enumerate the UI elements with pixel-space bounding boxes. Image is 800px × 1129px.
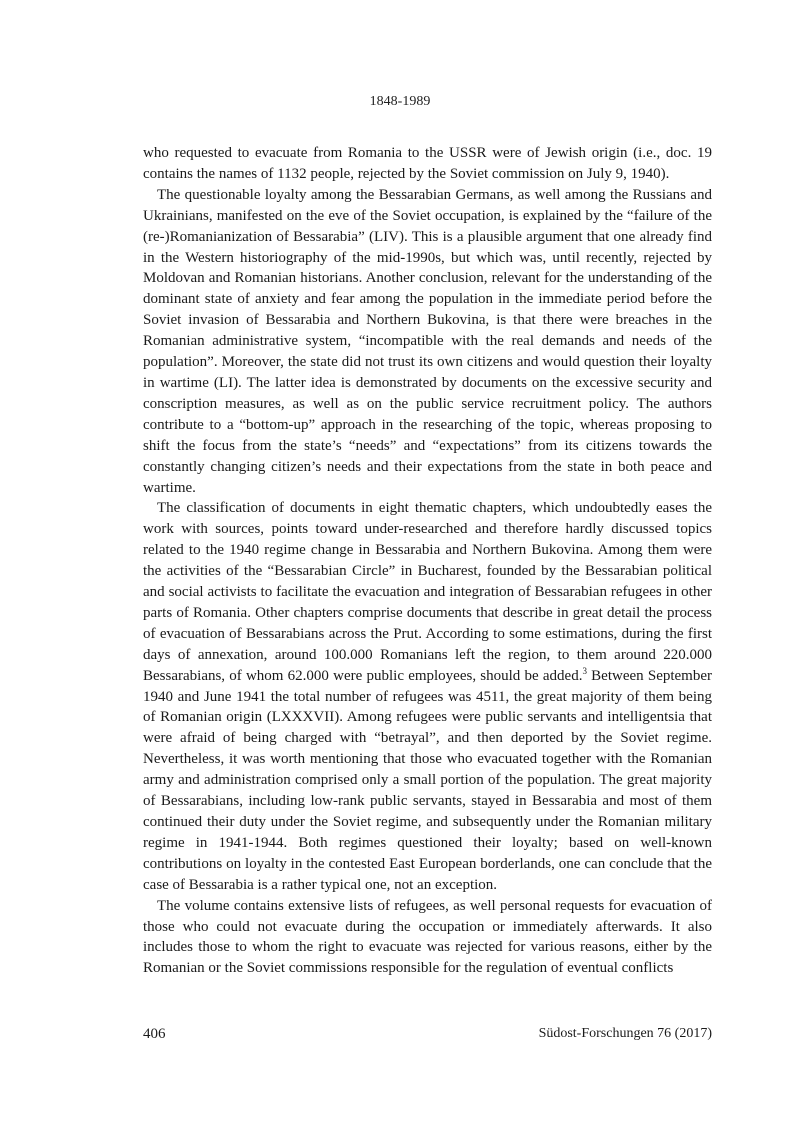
journal-citation: Südost-Forschungen 76 (2017) (538, 1026, 712, 1041)
page-number: 406 (143, 1026, 166, 1042)
paragraph (143, 498, 712, 895)
paragraph-text: The classification of documents in eight thematic chapters, which undoubtedly eases the work with sources, points toward under-researched and therefore hardly discussed topics related to the 1940 regime change in Bessarabia and Northern Bukovina. Among them were the activities of the “Bessarabian Circle” in Bucharest, founded by the Bessarabian political and social activists to facilitate the evacuation and integration of Bessarabian refugees in other parts of Romania. Other chapters comprise documents that describe in great detail the process of evacuation of Bessarabians across the Prut. According to some estimations, during the first days of annexation, around 100.000 Romanians left the region, to them around 220.000 Bessarabians, of whom 62.000 were public employees, should be added. (143, 500, 712, 684)
footnote-reference[interactable]: 3 (582, 665, 587, 676)
body-text (143, 143, 712, 979)
paragraph-text: Between September 1940 and June 1941 the total number of refugees was 4511, the great majority of them being of Romanian origin (LXXXVII). Among refugees were public servants and intelligentsia that were afraid of being charged with “betrayal”, and then deported by the Soviet regime. Nevertheless, it was worth mentioning that those who evacuated together with the Romanian army and administration comprised only a small portion of the population. The great majority of Bessarabians, including low-rank public servants, stayed in Bessarabia and most of them continued their duty under the Soviet regime, and subsequently under the Romanian military regime in 1941-1944. Both regimes questioned their loyalty; based on well-known contributions on loyalty in the contested East European borderlands, one can conclude that the case of Bessarabia is a rather typical one, not an exception. (143, 667, 712, 893)
paragraph: The questionable loyalty among the Bessarabian Germans, as well among the Russians and Ukrainians, manifested on the eve of the Soviet occupation, is explained by the “failure of the (re-)Romanianization of Bessarabia” (LIV). This is a plausible argument that one already find in the Western historiography of the mid-1990s, but which was, until recently, rejected by Moldovan and Romanian historians. Another conclusion, relevant for the understanding of the dominant state of anxiety and fear among the population in the immediate period before the Soviet invasion of Bessarabia and Northern Bukovina, is that there were breaches in the Romanian administrative system, “incompatible with the real demands and needs of the population”. Moreover, the state did not trust its own citizens and would question their loyalty in wartime (LI). The latter idea is demonstrated by documents on the excessive security and conscription measures, as well as on the public service recruitment policy. The authors contribute to a “bottom-up” approach in the researching of the topic, whereas proposing to shift the focus from the state’s “needs” and “expectations” from its citizens towards the constantly changing citizen’s needs and their expectations from the state in both peace and wartime. (143, 186, 712, 496)
paragraph: The volume contains extensive lists of refugees, as well personal requests for evacuation of those who could not evacuate during the occupation or immediately afterwards. It also includes those to whom the right to evacuate was rejected for various reasons, either by the Romanian or the Soviet commissions responsible for the regulation of eventual conflicts (143, 897, 712, 977)
running-header: 1848-1989 (369, 94, 431, 109)
paragraph: who requested to evacuate from Romania to the USSR were of Jewish origin (i.e., doc. 19 contains the names of 1132 people, rejected by the Soviet commission on July 9, 1940). (143, 145, 712, 182)
